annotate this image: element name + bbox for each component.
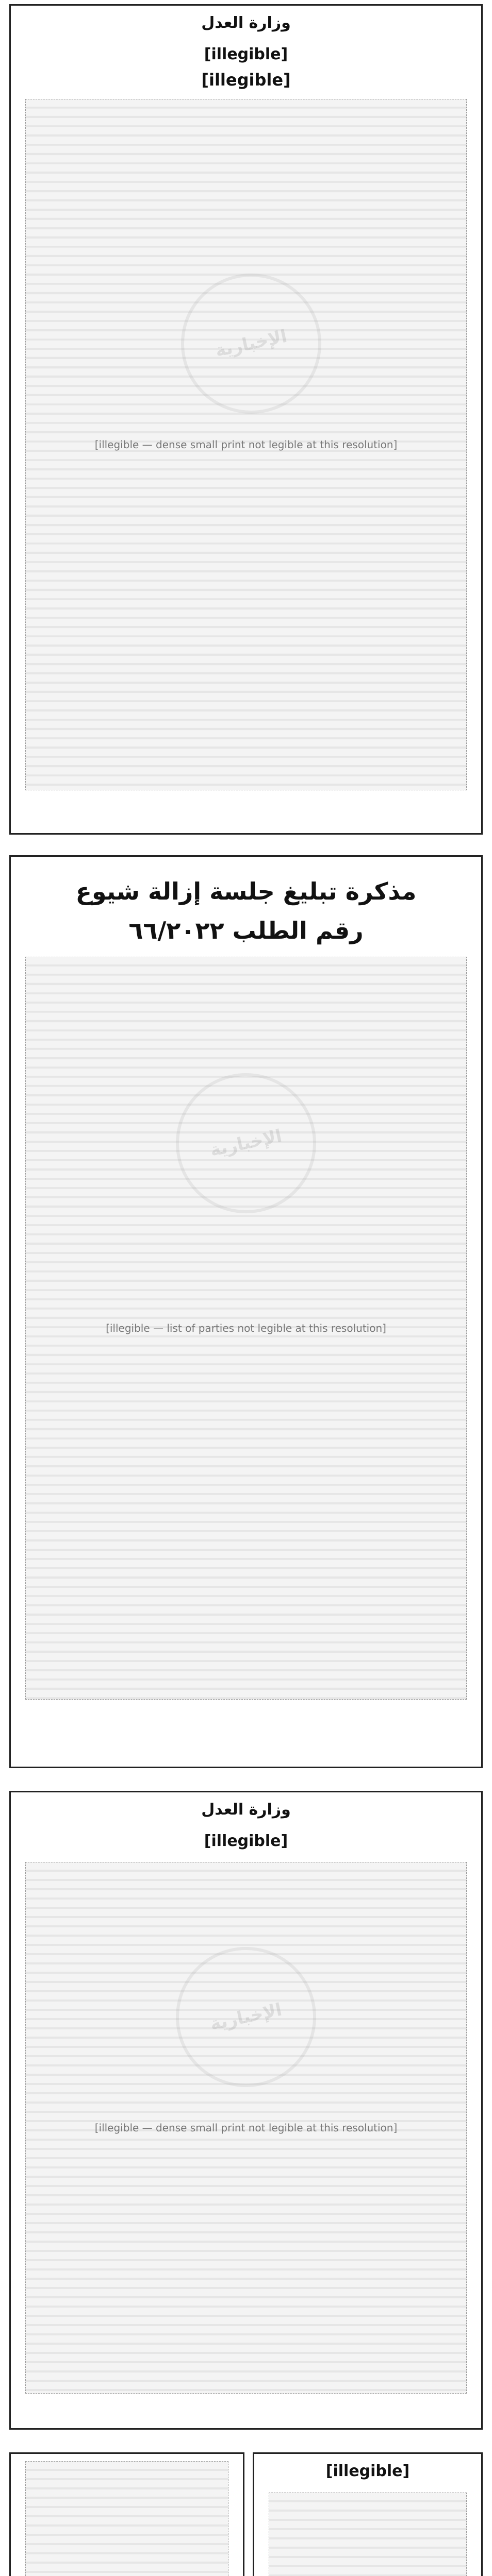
notice-4a-body <box>25 2461 228 2576</box>
notice-3-body: [illegible — dense small print not legible at this resolution] <box>25 1862 467 2394</box>
notice-4b-body <box>269 2493 467 2576</box>
notice-4a <box>9 2452 244 2576</box>
notice-3 <box>9 1791 483 2430</box>
notice-1-body: [illegible — dense small print not legible at this resolution] <box>25 99 467 790</box>
notice-4b <box>253 2452 483 2576</box>
notice-3-court: [illegible] <box>204 1832 288 1850</box>
notice-2-body: [illegible — list of parties not legible at this resolution] <box>25 957 467 1700</box>
notice-1-case-no: [illegible] <box>201 70 291 90</box>
notice-1-court: [illegible] <box>204 45 288 63</box>
notice-3-ministry: وزارة العدل <box>201 1801 291 1819</box>
notice-1 <box>9 4 483 835</box>
notice-2 <box>9 855 483 1768</box>
watermark: الإخبارية <box>163 1060 330 1227</box>
notice-1-ministry: وزارة العدل <box>201 14 291 32</box>
watermark: الإخبارية <box>168 261 335 427</box>
notice-2-title: مذكرة تبليغ جلسة إزالة شيوع <box>75 877 417 905</box>
notice-4b-header: [illegible] <box>325 2462 410 2480</box>
watermark: الإخبارية <box>163 1934 330 2100</box>
notice-4-row <box>9 2452 483 2576</box>
notice-2-request-no: رقم الطلب ٦٦/٢٠٢٢ <box>128 917 364 945</box>
